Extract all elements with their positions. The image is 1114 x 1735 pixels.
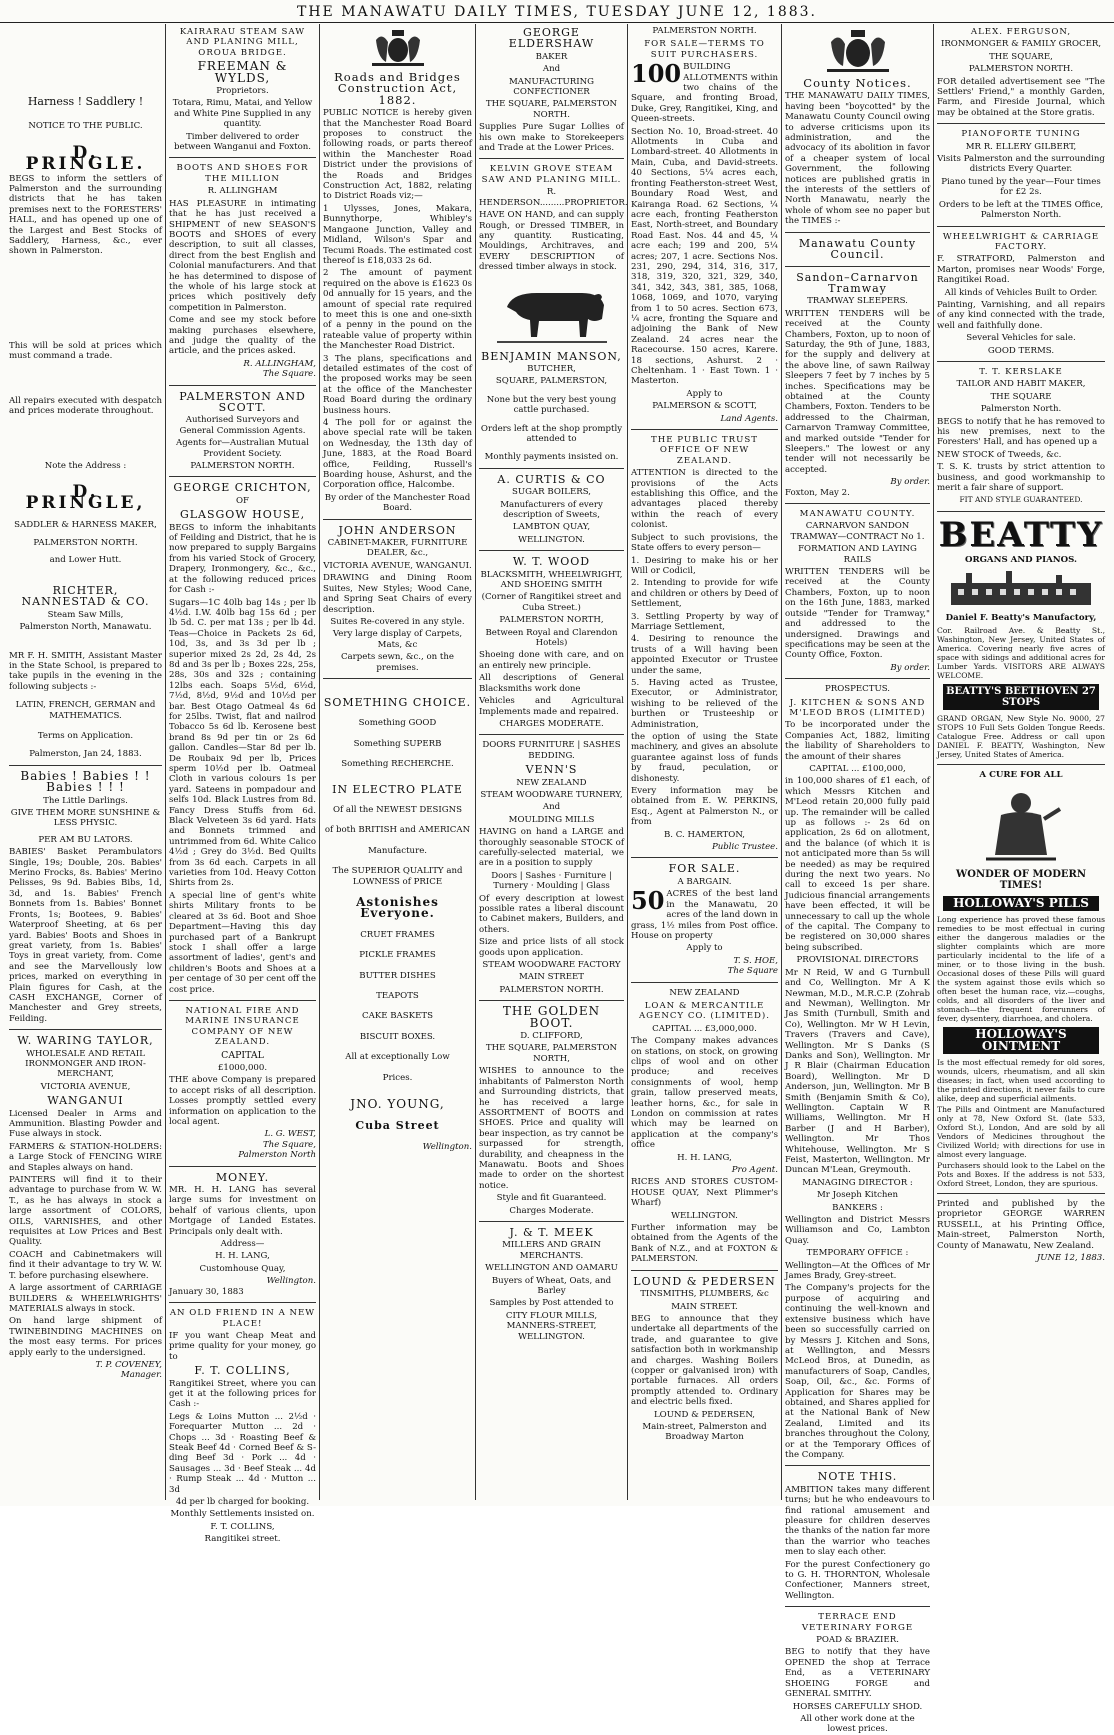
column-7 <box>934 24 1108 1500</box>
kelvin-heading: KELVIN GROVE STEAM SAW AND PLANING MILL. <box>481 164 622 185</box>
masthead: THE MANAWATU DAILY TIMES, TUESDAY JUNE 12, 1883. <box>0 2 1114 23</box>
sale-place: PALMERSTON NORTH. <box>652 26 757 36</box>
west-3: Palmerston North <box>238 1150 316 1161</box>
waring-coach: COACH and Cabinetmakers will find it their advantage to try W. W. T. before purchasing elsewhere. <box>9 1249 162 1281</box>
trust-2: 2. Intending to provide for wife and children or others by Deed of Settlement, <box>631 578 778 610</box>
pringle-place: PALMERSTON NORTH. <box>33 538 138 549</box>
item-butter: BUTTER DISHES <box>359 970 436 981</box>
notice-heading: NOTICE TO THE PUBLIC. <box>28 121 143 132</box>
trust-attention: ATTENTION is directed to the provisions of the Acts establishing this Office, and the advantages placed thereby within the reach of every colonist. <box>631 468 778 531</box>
venns-name: VENN'S <box>525 763 578 777</box>
kairarau-heading: KAIRARAU STEAM SAW AND PLANING MILL, OROUA BRIDGE. <box>179 27 306 58</box>
pringle-body: BEGS to inform the settlers of Palmerston and the surrounding districts that he has taken premises next to the FORESTERS' HALL, and has opened up one of the Largest and Best Stocks of Saddlery, Harness, &c., ever shown in Palmerston. <box>9 173 162 257</box>
crichton-glasgow: GLASGOW HOUSE, <box>179 508 306 522</box>
roads-item-2: 2 The amount of payment required on the above is £1623 0s 0d annually for 15 years, and the amount of special rate required to meet this is one and one-sixth of a penny in the pound on the rateable value of property within the Manchester Road District. <box>323 268 472 352</box>
electro-british: of both BRITISH and AMERICAN <box>324 825 471 836</box>
babies-perambulators: PER AM BU LATORS. <box>38 834 133 845</box>
collins-intro: IF you want Cheap Meat and prime quality for your money, go to <box>169 1330 316 1362</box>
allingham-name: R. ALLINGHAM <box>207 186 278 197</box>
loan-further: Further information may be obtained from the Agents of the Bank of N.Z., and at FOXTON & PALMERSTON. <box>631 1223 778 1265</box>
palmerston-scott: PALMERSTON AND SCOTT. <box>179 389 306 414</box>
poad-horses: HORSES CAREFULLY SHOD. <box>792 1701 923 1712</box>
allingham-square: The Square. <box>262 369 316 380</box>
kerslake-begs: BEGS to notify that he has removed to his new premises, next to the Foresters' Hall, and has opened up a <box>937 416 1105 448</box>
sleepers-tenders: WRITTEN TENDERS will be received at the County Chambers, Foxton, up to noon of Saturday, the 9th of June, 1883, for the supply and delivery at the above line, of sawn Railway Sleepers 7 feet by 7 inches by 5 inches. Specifications may be obtained at the County Chambers, Foxton. Tenders to be addressed to the Chairman, Carnarvon Tramway Committee, and marked outside "Tender for Sleepers." The lowest or any tender will not necessarily be accepted. <box>785 308 930 475</box>
forsale-apply: Apply to <box>686 943 723 954</box>
county-council: Manawatu County Council. <box>798 236 917 262</box>
wood-name: W. T. WOOD <box>512 555 591 569</box>
lound-address: Main-street, Palmerston and Broadway Marton <box>642 1421 767 1443</box>
something-recherche: Something RECHERCHE. <box>341 759 454 770</box>
eldershaw-square: THE SQUARE, PALMERSTON NORTH. <box>485 99 618 120</box>
item-biscuit: BISCUIT BOXES. <box>359 1031 436 1042</box>
sale-land: Land Agents. <box>720 413 778 424</box>
richter-heading: RICHTER, NANNESTAD & CO. <box>21 583 150 609</box>
eldershaw-confectioner: MANUFACTURING CONFECTIONER <box>509 76 594 98</box>
loan-capital: CAPITAL ... £3,000,000. <box>652 1023 757 1034</box>
pills-heading: HOLLOWAY'S PILLS <box>943 896 1099 911</box>
column-2 <box>166 24 320 1545</box>
meek-buyers: Buyers of Wheat, Oats, and Barley <box>491 1275 612 1296</box>
stratford-painting: Painting, Varnishing, and all repairs of any kind connected with the trade, well and faithfully done. <box>937 299 1105 331</box>
kerslake-pn: Palmerston North. <box>980 404 1062 415</box>
venns-moulding: MOULDING MILLS <box>508 814 595 825</box>
golden-boot-heading: THE GOLDEN BOOT. <box>502 1004 601 1030</box>
kitchen-temp: TEMPORARY OFFICE : <box>806 1248 909 1259</box>
waring-farmers: FARMERS & STATION-HOLDERS: a Large Stock of FENCING WIRE and Staples always on hand. <box>9 1141 162 1173</box>
lound-name: LOUND & PEDERSEN <box>633 1274 776 1288</box>
item-pickle: PICKLE FRAMES <box>359 950 436 961</box>
waring-sign-2: Manager. <box>120 1370 162 1381</box>
curtis-name: A. CURTIS & CO <box>497 472 606 486</box>
kitchen-managing-2: Mr Joseph Kitchen <box>816 1190 899 1201</box>
forsale-hoe-2: The Square <box>727 966 778 977</box>
allingham-body: HAS PLEASURE in intimating that he has just received a SHIPMENT of new SEASON'S BOOTS and SHOES of every description, to suit all classes, direct from the best English and Colonial manufacturers. And that he has determined to dispose of the whole of his large stock at prices which positively defy competition in Palmerston. <box>169 198 316 313</box>
kitchen-incorp: To be incorporated under the Companies Act, 1882, limiting the liability of Shareholders to the amount of their shares <box>785 720 930 762</box>
collins-sign-2: Rangitikei street. <box>204 1534 281 1545</box>
clifford-name: D. CLIFFORD, <box>520 1031 583 1042</box>
surveyors: Authorised Surveyors and General Commission Agents. <box>179 415 306 436</box>
ps-place: PALMERSTON NORTH. <box>190 461 295 472</box>
kitchen-managing: MANAGING DIRECTOR : <box>802 1177 913 1188</box>
kerslake-guaranteed: FIT AND STYLE GUARANTEED. <box>959 495 1083 505</box>
electro-astonishes: Astonishes Everyone. <box>356 895 439 921</box>
electro-prices: Prices. <box>382 1072 413 1083</box>
county-heading-2: MANAWATU COUNTY. <box>799 509 916 520</box>
wood-moderate: CHARGES MODERATE. <box>499 718 604 729</box>
trust-heading: THE PUBLIC TRUST OFFICE OF NEW ZEALAND. <box>651 435 758 466</box>
kitchen-bankers: BANKERS : <box>832 1202 883 1213</box>
column-1 <box>6 24 166 1500</box>
venns-nz: NEW ZEALAND <box>516 777 587 788</box>
richter-mills-2: Palmerston North, Manawatu. <box>19 622 152 633</box>
stratford-several: Several Vehicles for sale. <box>966 333 1076 344</box>
eldershaw-supplies: Supplies Pure Sugar Lollies of his own make to Storekeepers and Trade at the Lower Prices. <box>479 122 624 154</box>
smith-date: Palmerston, Jan 24, 1883. <box>29 749 142 760</box>
kitchen-temp-2: Wellington—At the Offices of Mr James Brady, Grey-street. <box>785 1260 930 1282</box>
manson-place: SQUARE, PALMERSTON, <box>495 376 608 387</box>
item-cruet: CRUET FRAMES <box>360 929 435 940</box>
collins-name: F. T. COLLINS, <box>194 1364 291 1378</box>
forsale-fifty: 50 <box>631 886 665 916</box>
waring-painters: PAINTERS will find it to their advantage to purchase from W. W. T., as he has always in stock a large assortment of COLORS, OILS, VARNISHES, and other requisites at Low Prices and Best Quality. <box>9 1175 162 1248</box>
formation-by-order: By order. <box>890 662 930 673</box>
column-6 <box>782 24 934 1735</box>
wood-blacksmith: BLACKSMITH, WHEELWRIGHT, AND SHOEING SMITH <box>480 569 623 591</box>
royal-crest-icon-2 <box>823 28 893 74</box>
clifford-square: THE SQUARE, PALMERSTON NORTH, <box>485 1043 618 1064</box>
something-good: Something GOOD <box>358 718 437 729</box>
kitchen-capital: CAPITAL ... £100,000, <box>809 763 906 774</box>
lang-date: January 30, 1883 <box>169 1286 244 1297</box>
pills-body: Long experience has proved these famous remedies to be most effectual in curing either the dangerous maladies or the slighter complaints which are more particularly incidental to the life of a miner, or to those living in the bush. Occasional doses of these Pills will guard the system against those evils which so often beset the human race, viz.—coughs, colds, and all disorders of the liver and stomach—the frequent forerunners of fever, dysentery, diarrhoea, and cholera. <box>937 915 1105 1024</box>
venns-pn: PALMERSTON NORTH. <box>499 984 604 995</box>
ferguson-square: THE SQUARE, <box>989 51 1053 62</box>
note-ambition: AMBITION takes many different turns; but he who endeavours to find rational amusement and pleasure for children deserves the thanks of the nation far more than the warrior who teaches men to slay each other. <box>785 1484 930 1558</box>
ferguson-for: FOR detailed advertisement see "The Settlers' Friend," a monthly Garden, Farm, and Fireside Journal, which may be obtained at the Store gratis. <box>937 76 1105 118</box>
waring-sub: WHOLESALE AND RETAIL IRONMONGER AND IRON-MERCHANT, <box>25 1048 146 1080</box>
ferguson-pn: PALMERSTON NORTH. <box>968 64 1074 75</box>
terrace-heading: TERRACE END VETERINARY FORGE <box>801 1612 914 1633</box>
anderson-sewn: Carpets sewn, &c., on the premises. <box>340 652 454 673</box>
note-present: For the purest Confectionery go to G. H. THORNTON, Wholesale Confectioner, Manners street, Wellington. <box>785 1559 930 1601</box>
lound-main: MAIN STREET. <box>671 1301 738 1312</box>
young-wellington: Wellington. <box>422 1141 472 1152</box>
kitchen-directors: PROVISIONAL DIRECTORS <box>796 955 919 966</box>
freeman-name: FREEMAN & WYLDS, <box>197 59 288 85</box>
electro-superior: The SUPERIOR QUALITY and LOWNESS of PRICE <box>332 866 463 887</box>
money-heading: MONEY. <box>215 1170 270 1184</box>
beatty-beethoven-body: GRAND ORGAN, New Style No. 9000, 27 STOPS 10 Full Sets Golden Tongue Reeds. Catalogue Free. Address or call upon DANIEL F. BEATTY, Washington, New Jersey, United States of America. <box>937 714 1105 760</box>
babies-heading: Babies ! Babies ! ! Babies ! ! ! <box>20 768 151 795</box>
column-5 <box>628 24 782 1500</box>
west-2: The Square, <box>262 1139 316 1150</box>
collins-sign: F. T. COLLINS, <box>210 1521 275 1532</box>
loan-lang: H. H. LANG, <box>677 1152 732 1163</box>
waring-sign: T. P. COVENEY, <box>95 1359 162 1370</box>
poad-name: POAD & BRAZIER. <box>816 1635 899 1646</box>
eldershaw-name: GEORGE ELDERSHAW <box>508 26 595 51</box>
seated-figure-icon <box>966 785 1076 865</box>
trust-option: the option of using the State machinery, and gives an absolute guarantee against loss of funds by fraud, peculation, or dishonesty. <box>631 732 778 784</box>
anderson-carpets: Very large display of Carpets, Mats, &c <box>332 629 463 650</box>
electro-newest: Of all the NEWEST DESIGNS <box>332 804 463 815</box>
column-3 <box>320 24 476 1500</box>
royal-crest-icon <box>368 28 428 68</box>
waring-wanganui: WANGANUI <box>47 1094 124 1108</box>
note-address: Note the Address : <box>44 460 127 471</box>
curtis-sugar: SUGAR BOILERS, <box>511 487 592 498</box>
kerslake-trusts: T. S. K. trusts by strict attention to business, and good workmanship to merit a fair share of support. <box>937 462 1105 494</box>
venns-every: Of every description at lowest possible rates a liberal discount to Cabinet makers, Builders, and others. <box>479 893 624 935</box>
meek-name: J. & T. MEEK <box>509 1225 594 1239</box>
lang-name: H. H. LANG, <box>215 1251 270 1262</box>
sale-hundred: 100 <box>631 59 682 89</box>
kitchen-heading: J. KITCHEN & SONS AND M'LEOD BROS (LIMITED) <box>789 697 926 718</box>
trust-1: 1. Desiring to make his or her Will or Codicil, <box>631 555 778 576</box>
roads-item-1: 1 Ulysses, Jones, Makara, Bunnythorpe, Whibley's Mangaone Junction, Valley and Midland, Wilson's Spar and Tecumi Roads. The estimated cost thereof is £18,033 2s 6d. <box>323 203 472 266</box>
beatty-beethoven: BEATTY'S BEETHOVEN 27 STOPS <box>943 684 1099 711</box>
meek-millers: MILLERS AND GRAIN MERCHANTS. <box>502 1240 601 1261</box>
cure-heading: A CURE FOR ALL <box>979 770 1063 781</box>
stratford-body: F. STRATFORD, Palmerston and Marton, promises near Woods' Forge, Rangitikei Road. <box>937 254 1105 286</box>
kelvin-body: HAVE ON HAND, and can supply Rough, or Dressed TIMBER, in any quantity. Rusticating, Mouldings, Architraves, and EVERY DESCRIPTION of dressed timber always in stock. <box>479 210 624 273</box>
venns-factory: STEAM WOODWARE FACTORY <box>482 960 621 971</box>
clifford-charges: Charges Moderate. <box>509 1205 594 1216</box>
venns-doors: DOORS FURNITURE | SASHES BEDDING. <box>482 740 621 761</box>
pringle-trade: SADDLER & HARNESS MAKER, <box>14 519 157 530</box>
babies-body: BABIES' Basket Perambulators Single, 19s; Double, 20s. Babies' Merino Frocks, 8s. Babies' Merino Pelisses, 9s 9d. Babies Bibs, 1d, 3d, and 1s. Babies' French Bonnets from 1s. Babies' Bonnet Fronts, 1s; Bootees, 9. Babies' Waterproof Sheeting, at 6s per yard. Babies' Boots and Shoes in great variety, from 1s. Babies' Toys in great variety, from. Come and see the Marvellously low prices, marked on everything in Plain figures for Cash, at the CASH EXCHANGE, Corner of Manchester and Grey streets, Feilding. <box>9 847 162 1024</box>
trust-subject: Subject to such provisions, the State offers to every person— <box>631 532 778 554</box>
prospectus-heading: PROSPECTUS. <box>824 684 891 695</box>
crichton-prices: Sugars—1C 40lb bag 14s ; per lb 4½d. I.W. 40lb bag 15s 6d ; per lb 5d. C. per mat 13s ; per lb 4d. Teas—Choice in Packets 2s 6d, 10d, 3s, and 3s 3d per lb ; superior mixed 2s 2d, 2s 4d, 2s 8d and 3s per lb ; Boxes 22s, 25s, 28s, 30s and 32s ; containing 12lbs each. Soaps 5½d, 6½d, 7½d, 8½d, 9½d and 10½d per bar. Best Otago Oatmeal 4s 6d for 25lbs. Twist, flat and nailrod Tobacco 5s 6d lb. Kerosene best brand 8s 9d per tin or 2s 6d gallon. Candles—Star 8d per lb. De Roubaix 9d per lb, Prices sperm 10½d per lb. Oatmeal Cloth in various colours 1s per yard. Sateens in pompadour and selfs 10d. Black Lustres from 8d. Fancy Dress Stuffs from 6d. Black Velveteen 3s 6d yard. Hats and Bonnets trimmed and untrimmed from 6d. White Calico 4½d ; Grey do 3½d. Bed Quilts from 3s 6d each. Carpets in all varieties from 10d. Heavy Cotton Shirts from 2s. <box>169 597 316 889</box>
collins-body: Rangitikei Street, where you can get it at the following prices for Cash :- <box>169 1378 316 1410</box>
lang-address: Address— <box>220 1239 265 1250</box>
collins-booking: 4d per lb charged for booking. <box>175 1497 310 1507</box>
crichton-body: BEGS to inform the inhabitants of Feilding and District, that he is now prepared to supply Bargains from his varied Stock of Grocery, Drapery, Ironmongery, &c., &c., at the following reduced prices for Cash :- <box>169 522 316 596</box>
note-this-heading: NOTE THIS. <box>817 1470 898 1484</box>
trust-every: Every information may be obtained from E. W. PERKINS, Esq., Agent at Palmerston N., or from <box>631 786 778 828</box>
roads-item-4: 4 The poll for or against the above special rate will be taken on Wednesday, the 13th day of June, 1883, at the Road Board office, Feilding, Russell's Boarding house, Ashurst, and the Corporation office, Halcombe. <box>323 418 472 491</box>
anderson-place: VICTORIA AVENUE, WANGANUI. <box>323 560 472 571</box>
freeman-timber: Totara, Rimu, Matai, and Yellow and White Pine Supplied in any quantity. <box>172 98 313 130</box>
kerslake-name: T. T. KERSLAKE <box>979 366 1063 377</box>
gilbert-body: Visits Palmerston and the surrounding districts Every Quarter. <box>937 154 1105 175</box>
gilbert-orders: Orders to be left at the TIMES Office, Palmerston North. <box>938 199 1104 221</box>
ointment-heading: HOLLOWAY'S OINTMENT <box>943 1027 1099 1054</box>
wonder-heading: WONDER OF MODERN TIMES! <box>956 868 1086 892</box>
stratford-allkinds: All kinds of Vehicles Built to Order. <box>944 287 1098 298</box>
stratford-good: GOOD TERMS. <box>987 345 1055 356</box>
sale-heading: FOR SALE—TERMS TO SUIT PURCHASERS. <box>644 39 765 60</box>
loan-heading: LOAN & MERCANTILE AGENCY CO. (LIMITED). <box>638 1000 771 1022</box>
sale-apply: Apply to <box>686 388 723 399</box>
roads-item-3: 3 The plans, specifications and detailed estimates of the cost of the proposed works may be seen at the office of the Manchester Road Board during the ordinary business hours. <box>323 353 472 416</box>
meek-oamaru: WELLINGTON AND OAMARU <box>485 1263 618 1274</box>
venns-list: Doors | Sashes · Furniture | Turnery · Moulding | Glass <box>491 870 612 892</box>
sale-lots: Section No. 10, Broad-street. 40 Allotments in Cuba and Lombard-street. 40 Allotments in Main, Cuba, and David-streets. 40 Sections, 5¼ acres each, fronting Featherston-street West, Boundary Road West, and Kairanga Road. 62 Sections, ¼ acre each, fronting Featherston East, North-street, and Boundary Road East. Nos. 44 and 45, ¼ acre each; 199 and 200, 5¼ acres; 207, 1 acre. Sections Nos. 231, 290, 294, 314, 316, 317, 318, 319, 320, 321, 329, 340, 341, 342, 343, 381, 385, 1068, 1068, 1069, and 1070, varying from 1 to 50 acres. Section 673, ¼ acre, fronting the Square and adjoining the Bank of New Zealand. 24 acres near the Racecourse. 150 acres, Karere. 18 sections, Ashurst. 2 · Cheltenham. 1 · East Town. 1 · Masterton. <box>631 126 778 387</box>
pringle-name-2: D. PRINGLE, <box>25 481 146 514</box>
allingham-body-2: Come and see my stock before making purchases elsewhere, and judge the quality of the article, and the prices asked. <box>169 315 316 357</box>
kitchen-company: The Company's projects for the purpose of acquiring and continuing the well-known and extensive business which have been so successfully carried on by Messrs J. Kitchen and Sons, at Wellington, and Messrs McLeod Bros, at Dunedin, as manufacturers of Soap, Candles, Soap, Oil, &c., &c. Forms of Application for Shares may be obtained, and Shares applied for at the National Bank of New Zealand, Limited and its branches throughout the Colony, or at the Temporary Offices of the Company. <box>785 1283 930 1460</box>
venns-main: MAIN STREET <box>518 972 585 983</box>
manson-monthly: Monthly payments insisted on. <box>484 452 619 463</box>
roads-heading: Roads and Bridges Construction Act, 1882. <box>334 70 461 107</box>
column-4 <box>476 24 628 1500</box>
forsale-bargain: A BARGAIN. <box>677 876 732 887</box>
kitchen-shares: in 100,000 shares of £1 each, of which Messrs Kitchen and M'Leod retain 20,000 fully paid up. The remainder will be called up as follows :- 2s 6d on application, 2s 6d on allotment, and the balance (of which it is not anticipated more than 5s will be needed) as may be required during the next two years. No call to exceed 1s per share. Judicious financial arrangements have been effected, it will be unnecessary to call up the whole of the capital. The Company to be registered on 30,000 shares being subscribed. <box>785 776 930 953</box>
gilbert-name: MR R. ELLERY GILBERT, <box>965 141 1077 152</box>
piano-heading: PIANOFORTE TUNING <box>961 129 1081 140</box>
waring-body: Licensed Dealer in Arms and Ammunition. Blasting Powder and Fuse always in stock. <box>9 1108 162 1140</box>
curtis-wellington: WELLINGTON. <box>518 534 585 545</box>
kerslake-stock: NEW STOCK of Tweeds, &c. <box>937 449 1062 460</box>
venns-and: And <box>542 802 561 813</box>
sleepers-by-order: By order. <box>890 477 930 488</box>
boots-heading: BOOTS AND SHOES FOR THE MILLION <box>176 163 309 184</box>
clifford-body: WISHES to announce to the inhabitants of Palmerston North and Surrounding districts, that he has received a large ASSORTMENT of BOOTS and SHOES. Price and quality will bear inspection, as try cannot be surpassed for strength, durability, and cheapness in the Manawatu. Boots and Shoes made to order on the shortest notice. <box>479 1066 624 1191</box>
meek-flour: CITY FLOUR MILLS, MANNERS-STREET, WELLINGTON. <box>505 1310 598 1342</box>
formation-tenders: WRITTEN TENDERS will be received at the County Chambers, Foxton, up to noon on the 16th June, 1883, marked outside "Tender for Tramway," and addressed to the undersigned. Drawings and specifications may be seen at the County Office, Foxton. <box>785 567 930 661</box>
item-teapots: TEAPOTS <box>376 991 419 1002</box>
lang-3: Wellington. <box>266 1276 316 1287</box>
trust-4: 4. Desiring to renounce the trusts of a Will having been appointed Executor or Trustee under the same, <box>631 634 778 676</box>
pills-purchasers: Purchasers should look to the Label on the Pots and Boxes. If the address is not 533, Oxford Street, London, they are spurious. <box>937 1160 1105 1188</box>
gilbert-tuned: Piano tuned by the year—Four times for £2 2s. <box>941 176 1101 198</box>
lang-2: Customhouse Quay, <box>199 1263 286 1274</box>
sandon-heading: Sandon–Carnarvon Tramway <box>796 270 919 295</box>
formation-heading: FORMATION AND LAYING RAILS <box>798 544 917 565</box>
friend-heading: AN OLD FRIEND IN A NEW PLACE! <box>169 1308 316 1329</box>
crichton-of: OF <box>235 495 249 506</box>
lang-body: MR. H. H. LANG has several large sums for investment on behalf of various clients, upon Mortgage of Landed Estates. Principals only dealt with. <box>169 1185 316 1237</box>
smith-body: MR F. H. SMITH, Assistant Master in the State School, is prepared to take pupils in the evening in the following subjects :- <box>9 650 162 692</box>
trust-5: 5. Having acted as Trustee, Executor, or Administrator, wishing to be relieved of the burthen or Trusteeship or Administration, <box>631 677 778 730</box>
babies-sunshine: GIVE THEM MORE SUNSHINE & LESS PHYSIC. <box>10 808 161 829</box>
loan-lang-2: Pro Agent. <box>731 1165 778 1176</box>
county-times: THE MANAWATU DAILY TIMES, having been "boycotted" by the Manawatu County Council owing to adverse criticisms upon its administration, and the advocacy of its abolition in favor of a cheaper system of local Government, the following notices are published gratis in the interests of the settlers of North Manawatu, nearly the whole of whom see no paper but the TIMES :- <box>785 91 930 227</box>
pringle-repairs: All repairs executed with despatch and prices moderate throughout. <box>9 395 162 417</box>
national-capital: CAPITAL <box>221 1049 264 1061</box>
county-notices-heading: County Notices. <box>803 76 912 90</box>
beatty-logo: BEATTY <box>938 514 1104 555</box>
pringle-sold: This will be sold at prices which must command a trade. <box>9 340 162 362</box>
meek-samples: Samples by Post attended to <box>489 1298 614 1309</box>
manson-orders: Orders left at the shop promptly attended to <box>480 423 623 444</box>
national-body: THE above Company is prepared to accept risks of all description. Losses promptly settled every information on application to the local agent. <box>169 1075 316 1127</box>
beatty-factory: Daniel F. Beatty's Manufactory, <box>945 613 1097 624</box>
collins-meats: Legs & Loins Mutton ... 2½d · Forequarter Mutton ... 2d · Chops ... 3d · Roasting Beef & Steak Beef 4d · Corned Beef & S-ding Beef 3d · Pork ... 4d · Sausages ... 3d · Beef Steak ... 4d · Rump Steak ... 4d · Mutton ... 3d <box>169 1411 316 1495</box>
sale-scott: PALMERSON & SCOTT, <box>652 401 757 412</box>
kerslake-square: THE SQUARE <box>990 391 1052 402</box>
wood-all: All descriptions of General Blacksmiths work done <box>479 673 624 694</box>
anderson-suites: Suites Re-covered in any style. <box>330 616 465 627</box>
sleepers-foxton: Foxton, May 2. <box>785 487 850 498</box>
pringle-name: D. PRINGLE. <box>25 142 146 175</box>
clifford-style: Style and fit Guaranteed. <box>496 1193 607 1204</box>
pringle-place-2: and Lower Hutt. <box>49 554 122 565</box>
manson-name: BENJAMIN MANSON, <box>481 349 622 363</box>
national-heading: NATIONAL FIRE AND MARINE INSURANCE COMPANY OF NEW ZEALAND. <box>185 1005 300 1048</box>
curtis-lambton: LAMBTON QUAY, <box>512 522 591 533</box>
beatty-small: Cor. Railroad Ave. & Beatty St., Washington, New Jersey, United States of America. Covering nearly five acres of space with sidings and additional acres for Lumber Yards. VISITORS ARE ALWAYS WELCOME. <box>937 625 1105 680</box>
smith-subjects: LATIN, FRENCH, GERMAN and MATHEMATICS. <box>15 700 156 721</box>
venns-steam: STEAM WOODWARE TURNERY, <box>480 789 623 800</box>
trust-3: 3. Settling Property by way of Marriage Settlement, <box>631 611 778 632</box>
forsale-hoe: T. S. HOE, <box>733 955 778 966</box>
kerslake-tailor: TAILOR AND HABIT MAKER, <box>956 379 1086 390</box>
lound-beg: BEG to announce that they undertake all departments of the trade, and guarantee to give satisfaction both in workmanship and charges. Washing Boilers (copper or galvanised iron) with portable furnaces. All orders promptly attended to. Ordinary and electric bells fixed. <box>631 1313 778 1408</box>
wood-pn: PALMERSTON NORTH, <box>499 615 604 626</box>
carnarvon-contract: CARNARVON SANDON TRAMWAY—CONTRACT No 1. <box>790 521 925 542</box>
babies-darlings: The Little Darlings. <box>43 795 128 806</box>
item-cake: CAKE BASKETS <box>362 1011 433 1022</box>
anderson-name: JOHN ANDERSON <box>338 523 457 537</box>
electro-low: All at exceptionally Low <box>345 1052 450 1063</box>
sale-building: BUILDING ALLOTMENTS within two chains of the Square, and fronting Broad, Duke, Grey, Rangitikei, King, and Queen-streets. <box>631 62 778 125</box>
curtis-sugar-2: Manufacturers of every description of Sweets, <box>500 499 603 520</box>
freeman-timber-2: Timber delivered to order between Wanganui and Foxton. <box>173 131 312 153</box>
waring-name: W. WARING TAYLOR, <box>17 1034 154 1048</box>
waring-place: VICTORIA AVENUE, <box>40 1081 131 1092</box>
wheelwright-heading: WHEELWRIGHT & CARRIAGE FACTORY. <box>942 231 1100 252</box>
freeman-props: Proprietors. <box>216 86 269 97</box>
kitchen-directors-list: Mr N Reid, W and G Turnbull and Co, Wellington. Mr A K Newman, M.D., M.R.C.P. (Zohrab and Newman), Wellington. Mr Jas Smith (Turnbull, Smith and Co), Wellington. Mr W H Levin, Travers (Travers and Cave), Wellington. Mr S Danks (S Danks and Son), Wellington. Mr J R Blair (Chairman Education Board), Wellington. Mr D Anderson, jun, Wellington. Mr B Smith (Benjamin Smith & Co), Wellington. Captain W R Williams, Wellington. Mr H Barber (J and H Barber), Wellington. Mr Thos Whitehouse, Wellington. Mr S Feist, Masterton, Wellington. Mr Duncan M'Lean, Greymouth. <box>785 967 930 1176</box>
kitchen-bankers-2: Wellington and District Messrs Williamson and Co, Lambton Quay. <box>785 1215 930 1246</box>
forsale-acres: ACRES of the best land in the Manawatu, 20 acres of the land down in grass, 1½ miles from Post office. House on property <box>631 889 778 941</box>
lound-tinsmiths: TINSMITHS, PLUMBERS, &c <box>640 1289 769 1300</box>
west-name: L. G. WEST, <box>264 1129 316 1140</box>
poad-allother: All other work done at the lowest prices. <box>800 1713 915 1735</box>
manson-cattle: None but the very best young cattle purchased. <box>486 394 617 416</box>
collins-monthly: Monthly Settlements insisted on. <box>170 1509 315 1520</box>
harness-heading: Harness ! Saddlery ! <box>27 95 144 108</box>
beatty-organs: ORGANS AND PIANOS. <box>964 554 1078 565</box>
roads-notice: PUBLIC NOTICE is hereby given that the Manchester Road Board proposes to construct the following roads, or parts thereof within the Manchester Road District under the provisions of the Roads and Bridges Construction Act, 1882, relating to District Roads viz;— <box>323 108 472 202</box>
amp-agents: Agents for—Australian Mutual Provident Society. <box>176 438 309 459</box>
pills-made: The Pills and Ointment are Manufactured only at 78, New Oxford St. (late 533, Oxford St.), London, And are sold by all Vendors of Medicines throughout the Civilized World; with directions for use in almost every language. <box>937 1104 1105 1159</box>
waring-builders: A large assortment of CARRIAGE BUILDERS & WHEELWRIGHTS' MATERIALS always in stock. <box>9 1283 162 1314</box>
anderson-sub: CABINET-MAKER, FURNITURE DEALER, &c., <box>327 538 468 559</box>
young-name: JNO. YOUNG, <box>350 1097 445 1112</box>
anderson-drawing: DRAWING and Dining Room Suites, New Styles; Wood Cane, and Spring Seat Chairs of every description. <box>323 573 472 615</box>
loan-company: The Company makes advances on stations, on stock, on growing clips of wool and on other produce; and receives consignments of wool, hemp grain, tallow preserved meats, leather horns, &c., for sale in London on commission at rates which may be learned on application at the company's office <box>631 1036 778 1151</box>
factory-icon <box>946 569 1096 609</box>
imprint: Printed and published by the proprietor GEORGE WARREN RUSSELL, at his Printing Office, Main-street, Palmerston North, County of Manawatu, New Zealand. <box>937 1198 1105 1251</box>
venns-size: Size and price lists of all stock goods upon application. <box>479 937 624 958</box>
allingham-sign: R. ALLINGHAM, <box>243 358 316 369</box>
wood-vehicles: Vehicles and Agricultural Implements made and repaired. <box>479 696 624 717</box>
loan-wellington: WELLINGTON. <box>671 1210 738 1221</box>
national-capital-amt: £1000,000. <box>217 1062 268 1073</box>
richter-mills: Steam Saw Mills, <box>47 609 124 620</box>
venns-having: HAVING on hand a LARGE and thoroughly seasonable STOCK of carefully-selected material, we are in a position to supply <box>479 827 624 869</box>
smith-terms: Terms on Application. <box>37 731 134 741</box>
bull-icon <box>492 277 612 347</box>
manson-butcher: BUTCHER, <box>527 363 576 374</box>
ferguson-ironmonger: IRONMONGER & FAMILY GROCER, <box>940 39 1102 50</box>
loan-nz: NEW ZEALAND <box>669 987 740 998</box>
loan-stores: RICES AND STORES CUSTOM-HOUSE QUAY, Next Plimmer's Wharf) <box>631 1177 778 1209</box>
crichton-prices-2: A special line of gent's white shirts Military fronts to be cleared at 3s 6d. Boot and Shoe Department—Having this day purchased part of a Bankrupt stock I shall offer a large assortment of ladies', gent's and children's Boots and Shoes at a per centage of 30 per cent off the cost price. <box>169 890 316 995</box>
ointment-body: Is the most effectual remedy for old sores, wounds, ulcers, rheumatism, and all skin diseases; in fact, when used according to the printed directions, it never fails to cure alike, deep and superficial ailments. <box>937 1057 1105 1103</box>
young-cuba: Cuba Street <box>355 1119 440 1133</box>
something-heading: SOMETHING CHOICE. <box>323 695 472 709</box>
ferguson-name: ALEX. FERGUSON, <box>970 27 1072 37</box>
electro-heading: IN ELECTRO PLATE <box>332 782 463 796</box>
waring-twine: On hand large shipment of TWINEBINDING MACHINES on the most easy terms. For prices apply early to the undersigned. <box>9 1316 162 1358</box>
imprint-date: JUNE 12, 1883. <box>1036 1252 1105 1263</box>
lound-name-2: LOUND & PEDERSEN, <box>653 1409 756 1420</box>
wood-corner: (Corner of Rangitikei street and Cuba Street.) <box>481 592 622 613</box>
eldershaw-and: And <box>542 64 561 75</box>
forsale-heading: FOR SALE. <box>668 862 741 876</box>
sleepers-heading: TRAMWAY SLEEPERS. <box>807 296 908 307</box>
eldershaw-baker: BAKER <box>535 51 568 62</box>
poad-body: BEG to notify that they have OPENED the shop at Terrace End, as a VETERINARY SHOEING FORGE and GENERAL SMITHY. <box>785 1647 930 1700</box>
something-superb: Something SUPERB <box>353 738 442 749</box>
wood-between: Between Royal and Clarendon Hotels) <box>485 627 618 649</box>
crichton-name: GEORGE CRICHTON, <box>173 481 312 495</box>
roads-order: By order of the Manchester Road Board. <box>324 492 471 514</box>
wood-shoeing: Shoeing done with care, and on an entirely new principle. <box>479 650 624 671</box>
electro-manufacture: Manufacture. <box>367 845 428 856</box>
trust-hamerton: B. C. HAMERTON, <box>663 829 746 840</box>
trust-trustee: Public Trustee. <box>711 842 778 853</box>
kelvin-proprietor: R. HENDERSON.........PROPRIETOR. <box>479 187 628 208</box>
